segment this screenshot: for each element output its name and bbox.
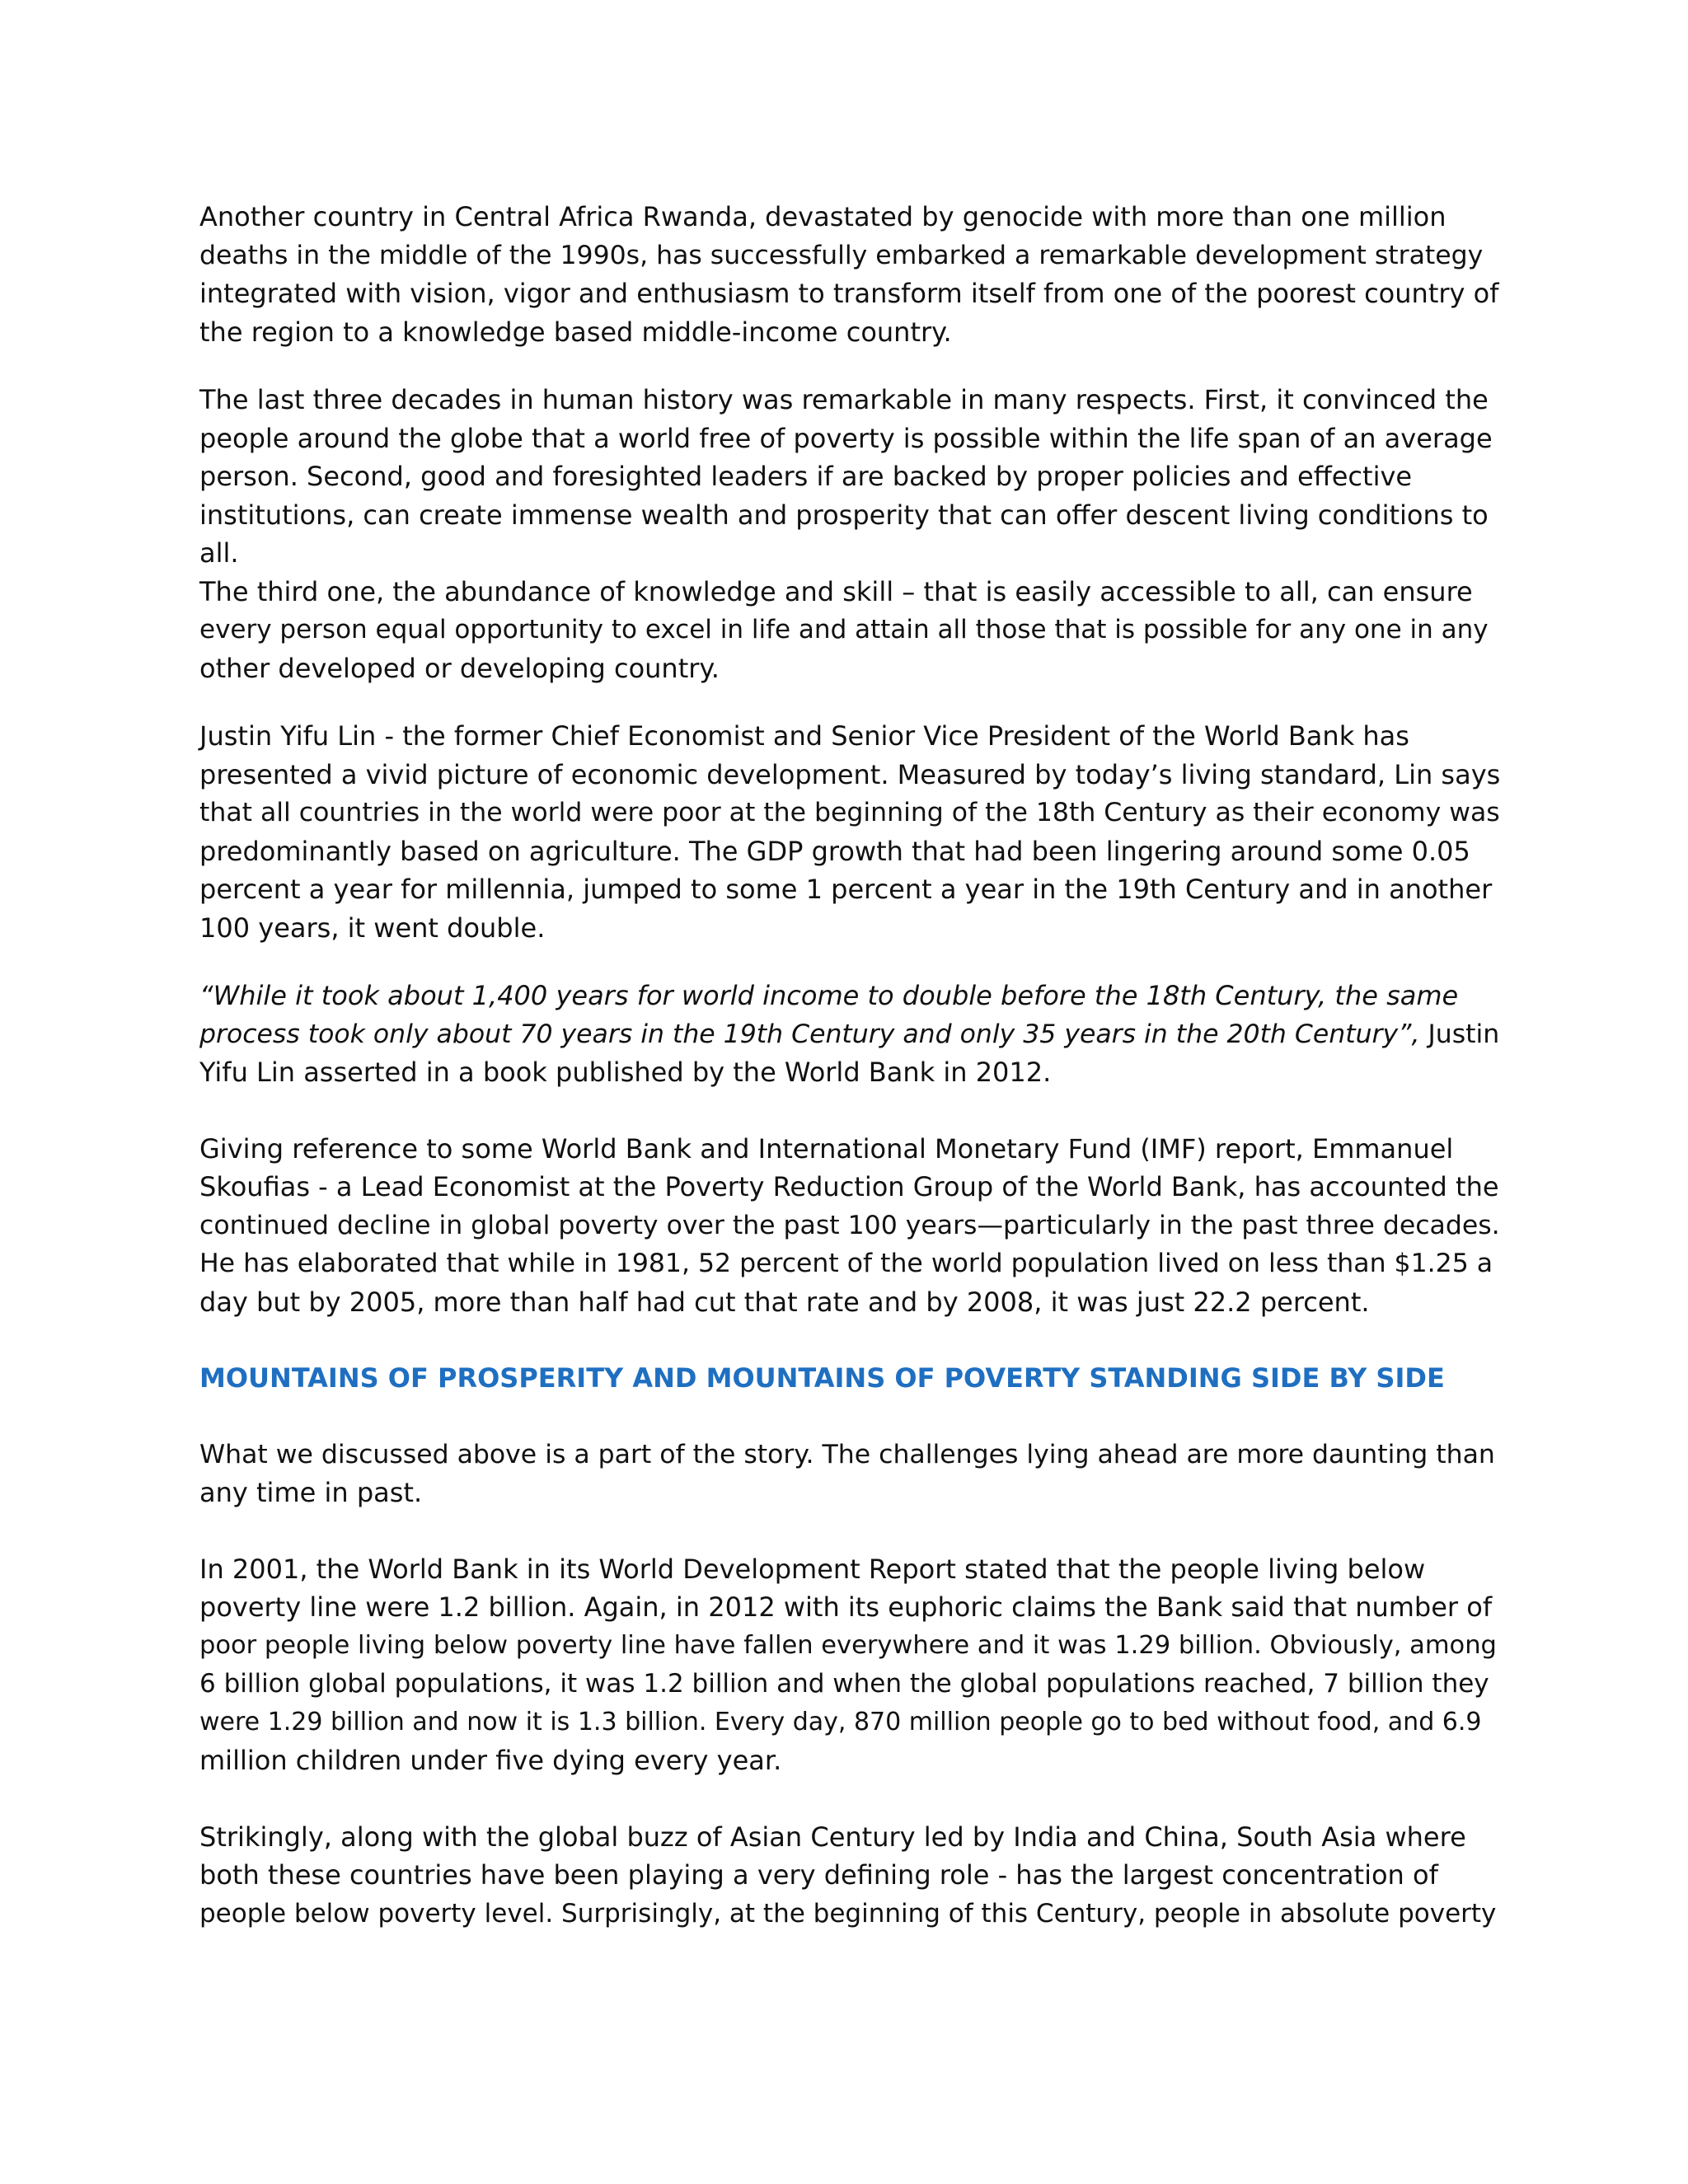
paragraph-gap xyxy=(199,1092,1502,1130)
text-line: percent a year for millennia, jumped to some 1 percent a year in the 19th Century and in another xyxy=(199,874,1493,905)
paragraph-world-bank-2001 xyxy=(199,1550,1502,1780)
text-line: continued decline in global poverty over the past 100 years—particularly in the past three decades. xyxy=(199,1210,1500,1240)
text-line: people around the globe that a world free of poverty is possible within the life span of an average xyxy=(199,422,1493,454)
section-heading: MOUNTAINS OF PROSPERITY AND MOUNTAINS OF POVERTY STANDING SIDE BY SIDE xyxy=(199,1362,1445,1394)
quote-attribution: Justin xyxy=(1419,1019,1500,1049)
text-line: Another country in Central Africa Rwanda, devastated by genocide with more than one million xyxy=(199,201,1447,232)
paragraph-gap xyxy=(199,687,1502,717)
text-line: person. Second, good and foresighted leaders if are backed by proper policies and effective xyxy=(199,461,1413,492)
paragraph-knowledge xyxy=(199,573,1502,688)
text-line: any time in past. xyxy=(199,1477,423,1508)
text-line: institutions, can create immense wealth and prosperity that can offer descent living conditions to xyxy=(199,499,1489,531)
text-line: The third one, the abundance of knowledge and skill – that is easily accessible to all, can ensure xyxy=(199,575,1473,607)
quote-line: “While it took about 1,400 years for world income to double before the 18th Century, the same xyxy=(199,980,1459,1011)
text-line: Yifu Lin asserted in a book published by the World Bank in 2012. xyxy=(199,1057,1052,1088)
paragraph-gap xyxy=(199,1512,1502,1550)
text-line: all. xyxy=(199,537,239,569)
text-line: The last three decades in human history was remarkable in many respects. First, it convinced the xyxy=(199,384,1489,415)
text-line: Giving reference to some World Bank and International Monetary Fund (IMF) report, Emmanuel xyxy=(199,1132,1454,1165)
article-body xyxy=(199,198,1502,1933)
paragraph-skoufias xyxy=(199,1130,1502,1322)
text-line: that all countries in the world were poor at the beginning of the 18th Century as their economy was xyxy=(199,798,1500,827)
paragraph-rwanda xyxy=(199,198,1502,351)
paragraph-three-decades xyxy=(199,381,1502,573)
text-line: 6 billion global populations, it was 1.2 billion and when the global populations reached, 7 billion they xyxy=(199,1669,1489,1699)
paragraph-gap xyxy=(199,1780,1502,1818)
paragraph-justin-lin xyxy=(199,717,1502,947)
paragraph-story xyxy=(199,1436,1502,1512)
text-line: What we discussed above is a part of the story. The challenges lying ahead are more daunting than xyxy=(199,1439,1495,1469)
quote-line-mixed xyxy=(199,1015,1502,1054)
text-line: 100 years, it went double. xyxy=(199,912,546,944)
text-line: poor people living below poverty line have fallen everywhere and it was 1.29 billion. Obviously, among xyxy=(199,1630,1497,1660)
paragraph-gap xyxy=(199,947,1502,977)
text-line: the region to a knowledge based middle-income country. xyxy=(199,316,952,348)
text-line: day but by 2005, more than half had cut that rate and by 2008, it was just 22.2 percent. xyxy=(199,1286,1370,1318)
paragraph-gap xyxy=(199,1321,1502,1359)
paragraph-asian-century xyxy=(199,1818,1502,1933)
text-line: predominantly based on agriculture. The GDP growth that had been lingering around some 0.05 xyxy=(199,835,1470,867)
text-line: other developed or developing country. xyxy=(199,652,720,684)
text-line: people below poverty level. Surprisingly, at the beginning of this Century, people in absolute poverty xyxy=(199,1898,1497,1929)
text-line: poverty line were 1.2 billion. Again, in 2012 with its euphoric claims the Bank said that number of xyxy=(199,1591,1493,1623)
text-line: were 1.29 billion and now it is 1.3 billion. Every day, 870 million people go to bed without food, and 6.9 xyxy=(199,1707,1482,1736)
text-line: He has elaborated that while in 1981, 52 percent of the world population lived on less than $1.25 a xyxy=(199,1249,1493,1278)
quote-text: process took only about 70 years in the 19th Century and only 35 years in the 20th Century”, xyxy=(199,1019,1420,1049)
paragraph-gap xyxy=(199,1398,1502,1436)
text-line: both these countries have been playing a very defining role - has the largest concentration of xyxy=(199,1859,1438,1891)
text-line: presented a vivid picture of economic development. Measured by today’s living standard, Lin says xyxy=(199,758,1501,790)
text-line: Skoufias - a Lead Economist at the Poverty Reduction Group of the World Bank, has accounted the xyxy=(199,1171,1499,1202)
paragraph-quote xyxy=(199,977,1502,1092)
paragraph-gap xyxy=(199,351,1502,381)
text-line: million children under five dying every year. xyxy=(199,1745,782,1776)
text-line: Justin Yifu Lin - the former Chief Economist and Senior Vice President of the World Bank has xyxy=(199,720,1409,752)
text-line: In 2001, the World Bank in its World Development Report stated that the people living below xyxy=(199,1553,1426,1585)
text-line: integrated with vision, vigor and enthusiasm to transform itself from one of the poorest country of xyxy=(199,278,1499,309)
text-line: every person equal opportunity to excel in life and attain all those that is possible for any one in any xyxy=(199,615,1489,644)
text-line: Strikingly, along with the global buzz of Asian Century led by India and China, South Asia where xyxy=(199,1821,1466,1853)
text-line: deaths in the middle of the 1990s, has successfully embarked a remarkable development strategy xyxy=(199,240,1484,270)
